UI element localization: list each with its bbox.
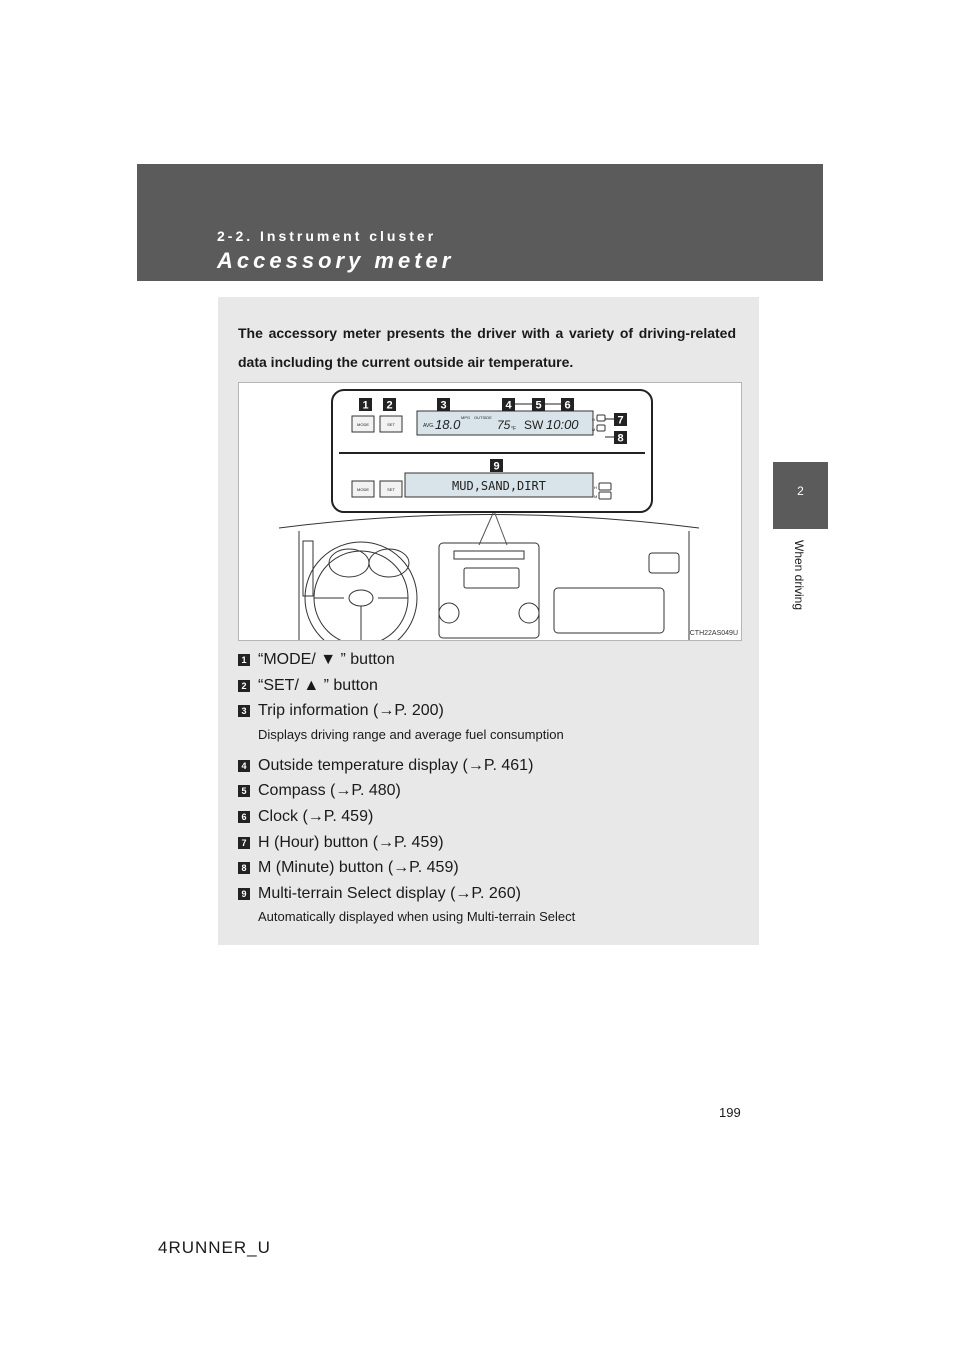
- list-item: [238, 881, 748, 928]
- footer-model-code: 4RUNNER_U: [158, 1238, 271, 1257]
- svg-text:9: 9: [493, 460, 500, 473]
- svg-text:8: 8: [617, 432, 624, 445]
- list-item: [238, 804, 748, 830]
- list-item: [238, 855, 748, 881]
- page-number: 199: [719, 1105, 741, 1120]
- item-number: 2: [238, 680, 250, 692]
- item-number: 9: [238, 888, 250, 900]
- svg-text:OUTSIDE: OUTSIDE: [474, 415, 492, 420]
- svg-text:M: M: [592, 427, 596, 432]
- svg-text:SW: SW: [524, 418, 544, 432]
- svg-text:SET: SET: [387, 487, 395, 492]
- svg-text:10:00: 10:00: [546, 417, 579, 432]
- callout-list: [238, 647, 748, 935]
- svg-text:MODE: MODE: [357, 422, 369, 427]
- item-text: “MODE/ ▼ ” button: [258, 651, 395, 668]
- list-item: [238, 778, 748, 804]
- item-subtext: Displays driving range and average fuel consumption: [258, 726, 564, 742]
- svg-text:MODE: MODE: [357, 487, 369, 492]
- svg-text:6: 6: [564, 399, 571, 412]
- svg-text:MUD,SAND,DIRT: MUD,SAND,DIRT: [452, 479, 546, 493]
- svg-text:H: H: [592, 417, 595, 422]
- svg-text:M: M: [594, 494, 598, 499]
- item-text: M (Minute) button (→P. 459): [258, 859, 459, 877]
- svg-text:MPG: MPG: [461, 415, 471, 420]
- svg-text:3: 3: [440, 399, 447, 412]
- accessory-meter-figure: [238, 382, 742, 641]
- item-text: H (Hour) button (→P. 459): [258, 833, 444, 851]
- intro-paragraph: The accessory meter presents the driver with a variety of driving-related data including the current outside air temperature.: [238, 325, 736, 370]
- item-text: Outside temperature display (→P. 461): [258, 756, 534, 774]
- content-box: [218, 297, 759, 945]
- figure-code: CTH22AS049U: [689, 630, 738, 637]
- chapter-tab-number: 2: [797, 484, 804, 498]
- page-title: Accessory meter: [217, 248, 455, 273]
- item-number: 7: [238, 837, 250, 849]
- list-item: [238, 673, 748, 699]
- svg-text:75: 75: [497, 418, 511, 432]
- item-text: “SET/ ▲ ” button: [258, 676, 378, 694]
- item-text: Compass (→P. 480): [258, 782, 401, 800]
- svg-text:7: 7: [617, 414, 624, 427]
- item-text: Trip information (→P. 200): [258, 702, 444, 720]
- svg-text:1: 1: [362, 399, 369, 412]
- item-text: Multi-terrain Select display (→P. 260): [258, 884, 521, 902]
- item-number: 8: [238, 862, 250, 874]
- item-number: 5: [238, 785, 250, 797]
- item-number: 4: [238, 760, 250, 772]
- item-number: 3: [238, 705, 250, 717]
- svg-text:2: 2: [386, 399, 393, 412]
- dashboard-illustration: [239, 383, 741, 640]
- svg-text:18.0: 18.0: [435, 417, 461, 432]
- item-number: 1: [238, 654, 250, 666]
- svg-text:AVG.: AVG.: [423, 423, 435, 429]
- chapter-tab[interactable]: [773, 462, 828, 529]
- list-item: [238, 753, 748, 779]
- svg-text:5: 5: [535, 399, 542, 412]
- svg-text:H: H: [594, 485, 597, 490]
- item-text: Clock (→P. 459): [258, 807, 374, 825]
- svg-text:4: 4: [505, 399, 512, 412]
- list-item: [238, 647, 748, 673]
- svg-text:°F: °F: [511, 426, 517, 432]
- section-label: 2-2. Instrument cluster: [217, 228, 437, 244]
- chapter-tab-label: When driving: [792, 540, 806, 611]
- item-subtext: Automatically displayed when using Multi-terrain Select: [258, 909, 576, 925]
- item-number: 6: [238, 811, 250, 823]
- list-item: [238, 698, 748, 745]
- list-item: [238, 830, 748, 856]
- svg-text:SET: SET: [387, 422, 395, 427]
- header-band: [137, 164, 823, 281]
